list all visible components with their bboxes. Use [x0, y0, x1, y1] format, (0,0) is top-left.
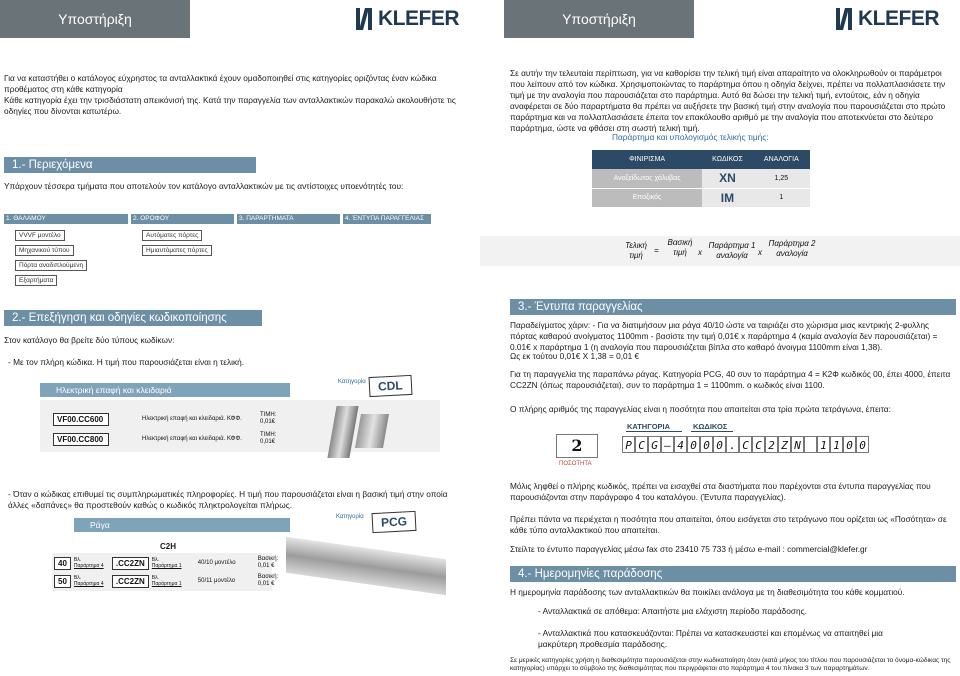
section-4-bullet-2: - Ανταλλακτικά που κατασκευάζονται: Πρέπει να κατασκευαστεί και επομένως να απαιτηθεί μια μακρύτερη προθεσμία παράδοσης.	[538, 628, 883, 649]
intro-paragraph: Για να καταστήθει ο κατάλογος εύχρηστος τα ανταλλακτικά έχουν ομαδοποιηθεί στις κατηγορίες οριζόντας έναν κώδικα προθέματος στη κάθε κατηγορία Κάθε κατηγορία έχει την τρισδιάστατη απεικόνισή της. Κατά την παραγγελία των ανταλλακτικών παρακαλώ ακολουθήστε τις οδηγίες που δίνονται κατωτέρω.	[4, 73, 456, 116]
right-intro: Σε αυτήν την τελευταία περίπτωση, για να καθορίσει την τελική τιμή είναι απαραίτητο να ολοκληρωθούν οι παράμετροι που λείπουν από τον κώδικα. Χρησιμοποιώντας το παράρτημα όπου η οδηγία δείχνει, πρέπει να πολλαπλασιάσετε την τιμή με την αναλογία που παρουσιάζεται στο παράρτημα. Αυτό θα δώσει την τελική τιμή, εντούτοις, εάν η οδηγία αναφέρεται σε δύο παραρτήματα θα πρέπει να αυξήσετε την βασική τιμή στην αναλογία που παρουσιάζεται στο πρώτο παράρτημα και να πολλαπλασιάσετε έπειτα τον επακόλουθο αριθμό με την αναλογία που αποτεκνύεται στο δεύτερο παράρτημα, ώστε να φθάσει στη σωστή τελική τιμή.	[510, 68, 946, 133]
list-item[interactable]: Ημιαυτόματες πόρτες	[142, 245, 212, 256]
klefer-logo: KLEFER	[836, 6, 939, 32]
door-lock-illustration	[320, 398, 400, 468]
section-3-full-number: Ο πλήρης αριθμός της παραγγελίας είναι η ποσότητα που απαιτείται στα τρία πρώτα τετράγωνα, έπειτα:	[510, 404, 891, 414]
table-row: 40 Βλ. Παράρτημα 4 .CC2ZN Βλ. Παράρτημα 1 40/10 μοντέλο Βασική: 0,01 €	[54, 556, 288, 570]
list-item[interactable]: Μηχανικού τύπου	[15, 245, 74, 256]
tab-cabin[interactable]: 1. ΘΑΛΑΜΟΥ	[4, 214, 128, 224]
section-2-bullet-2: - Όταν ο κώδικας επιθυμεί τις συμπληρωματικές πληροφορίες. Η τιμή που παρουσιάζεται είναι η βασική τιμή στην οποία άλλες «δαπάνες» θα προστεθούν καθώς ο κωδικός πληκτρολογείται πλήρως.	[8, 489, 448, 510]
right-header-title: Υποστήριξη	[504, 0, 694, 38]
code-char-box[interactable]: 0	[856, 436, 869, 453]
category-tag: CDL	[369, 375, 413, 397]
finish-table: ΦΙΝΙΡΙΣΜΑ ΚΩΔΙΚΟΣ ΑΝΑΛΟΓΙΑ Ανοξείδωτος χάλυβας XN 1,25 Εποξικός IM 1	[592, 150, 810, 208]
rail-illustration	[286, 537, 446, 595]
section-3-enter: Μόλις ληφθεί ο πλήρης κωδικός, πρέπει να εισαχθεί στα διαστήματα που παρέχονται στα έντυπα παραγγελίας που παρουσιάζονται στην παράγραφο 4 του καταλόγου. (Έντυπα παραγγελίας).	[510, 481, 931, 502]
section-3-order: Για τη παραγγελία της παραπάνω ράγας. Κατηγορία PCG, 40 συν το παράρτημα 4 = Κ2Φ κωδικός 00, έπει 4000, έπειτα CC2ZN (όπως παρουσιάζεται), συν το παράρτημα 1 = 1100mm. ο κωδικός είναι 1100.	[510, 369, 951, 390]
section-2-bullet-1: - Με τον πλήρη κώδικα. Η τιμή που παρουσιάζεται είναι η τελική.	[8, 357, 245, 367]
code-char-box[interactable]: .	[726, 436, 739, 453]
category-label: Κατηγορία	[336, 514, 364, 520]
code-char-box[interactable]: 4	[674, 436, 687, 453]
quantity-label: ΠΟΣΟΤΗΤΑ	[559, 461, 592, 467]
price-formula: Τελική τιμή = Βασική τιμή x Παράρτημα 1 αναλογία x Παράρτημα 2 αναλογία	[480, 236, 960, 266]
quantity-box[interactable]: 2	[556, 434, 598, 458]
category-label: Κατηγορία	[338, 379, 366, 385]
category-band: Ηλεκτρική επαφή και κλειδαριά	[40, 383, 290, 397]
code-char-box[interactable]: Z	[778, 436, 791, 453]
tab-annexes[interactable]: 3. ΠΑΡΑΡΤΗΜΑΤΑ	[237, 214, 340, 224]
section-4-note: Σε μερικές κατηγορίες χρήση η διαθεσιμότητα παρουσιάζεται στην κωδικοποίηση όταν (κατά μήκος του τίτλου που παρουσιάζεται το όνομα-κώδικας της κατηγορίας) υπάρχει το σύμβολο της διαθεσιμότητας που περιγράφεται στο παράρτημα 4 του πίνακα 3 των παραρτημάτων.	[510, 657, 951, 672]
table-row: VF00.CC800 Ηλεκτρική επαφή και κλειδαριά. ΚΦΦ. ΤΙΜΗ: 0,01€	[53, 432, 288, 446]
section-4-bullet-1: - Ανταλλακτικά σε απόθεμα: Απαιτήστε μια ελάχιστη περίοδο παράδοσης.	[538, 606, 807, 616]
right-page	[480, 0, 960, 676]
form-code-label: ΚΩΔΙΚΟΣ	[693, 422, 728, 431]
section-3-quantity: Πρέπει πάντα να περιέχεται η ποσότητα που απαιτείται, όπου εισάγεται στο τετράγωνο που ορίζεται ως «Ποσότητα» σε κάθε τύπο ανταλλακτικού που απαιτείται.	[510, 514, 947, 535]
table-row: 50 Βλ. Παράρτημα 4 .CC2ZN Βλ. Παράρτημα 1 50/11 μοντέλο Βασική: 0,01 €	[54, 574, 288, 588]
section-1-text: Υπάρχουν τέσσερα τμήματα που αποτελούν τον κατάλογο ανταλλακτικών με τις αντίστοιχες υποενότητές του:	[4, 181, 404, 191]
section-1-title: 1.- Περιεχόμενα	[4, 157, 256, 173]
code-char-box[interactable]: –	[661, 436, 674, 453]
code-char-box[interactable]: 1	[817, 436, 830, 453]
code-char-box[interactable]: C	[635, 436, 648, 453]
section-2-text: Στον κατάλογο θα βρείτε δύο τύπους κωδίκων:	[4, 335, 175, 345]
code-char-box[interactable]: 0	[843, 436, 856, 453]
code-char-box[interactable]: 0	[687, 436, 700, 453]
code-char-box[interactable]: C	[752, 436, 765, 453]
section-3-result: Ως εκ τούτου 0,01€ X 1,38 = 0,01 €	[510, 351, 640, 361]
section-3-contact: Στείλτε το έντυπο παραγγελίας μέσω fax στο 23410 75 733 ή μέσω e-mail : commercial@klefer.gr	[510, 544, 868, 554]
klefer-logo-icon	[356, 6, 374, 32]
code-char-box[interactable]: C	[739, 436, 752, 453]
example-title: Παράρτημα και υπολογισμός τελικής τιμής:	[612, 132, 769, 142]
code-char-box[interactable]: P	[622, 436, 635, 453]
table-row: VF00.CC600 Ηλεκτρική επαφή και κλειδαριά. ΚΦΦ. ΤΙΜΗ: 0,01€	[53, 412, 288, 426]
code-char-box[interactable]: 1	[830, 436, 843, 453]
section-3-title: 3.- Έντυπα παραγγελίας	[510, 299, 956, 315]
category-tag: PCG	[372, 511, 417, 533]
list-item[interactable]: VVVF μοντέλο	[15, 230, 65, 241]
section-4-title: 4.- Ημερομηνίες παράδοσης	[510, 566, 956, 582]
code-char-box[interactable]: N	[791, 436, 804, 453]
code-char-box[interactable]: 0	[700, 436, 713, 453]
list-item[interactable]: Εξαρτήματα	[15, 275, 57, 286]
category-band: Ράγα	[74, 518, 290, 532]
subcategory-code: C2H	[160, 542, 177, 551]
catalog-tabs	[4, 214, 431, 224]
code-char-box[interactable]: G	[648, 436, 661, 453]
section-3-example: Παραδείγματος χάριν: - Για να διατιμήσουν μια ράγα 40/10 ώστε να ταιριάζει στο χώρισμα μιας κεντρικής 2-φυλλης πόρτας καθαρού ανοίγματος 1100mm - βασίστε την τιμή 0,01€ x παράρτημα 4 (καμία αναλογία δεν παρουσιάζεται) = 0.01€ x παράρτημα 1 (η αναλογία που παρουσιάζεται βίπλα στο καθαρό άνοιγμα 1100mm είναι 1,38).	[510, 320, 938, 352]
section-2-title: 2.- Επεξήγηση και οδηγίες κωδικοποίησης	[4, 310, 262, 326]
list-item[interactable]: Πόρτα αναδιπλούμενη	[15, 260, 87, 271]
form-category-label: ΚΑΤΗΓΟΡΙΑ	[627, 422, 671, 431]
tab-ceiling[interactable]: 2. ΟΡΟΦΟΥ	[131, 214, 234, 224]
code-char-box[interactable]: 0	[713, 436, 726, 453]
list-item[interactable]: Αυτόματες πόρτες	[142, 230, 202, 241]
klefer-logo-icon	[836, 6, 854, 32]
code-char-box[interactable]	[804, 436, 817, 453]
code-char-box[interactable]: 2	[765, 436, 778, 453]
table-row: Ανοξείδωτος χάλυβας XN 1,25	[592, 169, 810, 188]
table-row: Εποξικός IM 1	[592, 188, 810, 207]
section-4-text: Η ημερομηνία παράδοσης των ανταλλακτικών θα ποικίλει ανάλογα με τη διαθεσιμότητα του κάθε κομματιού.	[510, 587, 905, 597]
tab-order-forms[interactable]: 4. ΈΝΤΥΠΑ ΠΑΡΑΓΓΕΛΙΑΣ	[343, 214, 431, 224]
klefer-logo: KLEFER	[356, 6, 459, 32]
left-header-title: Υποστήριξη	[0, 0, 190, 38]
